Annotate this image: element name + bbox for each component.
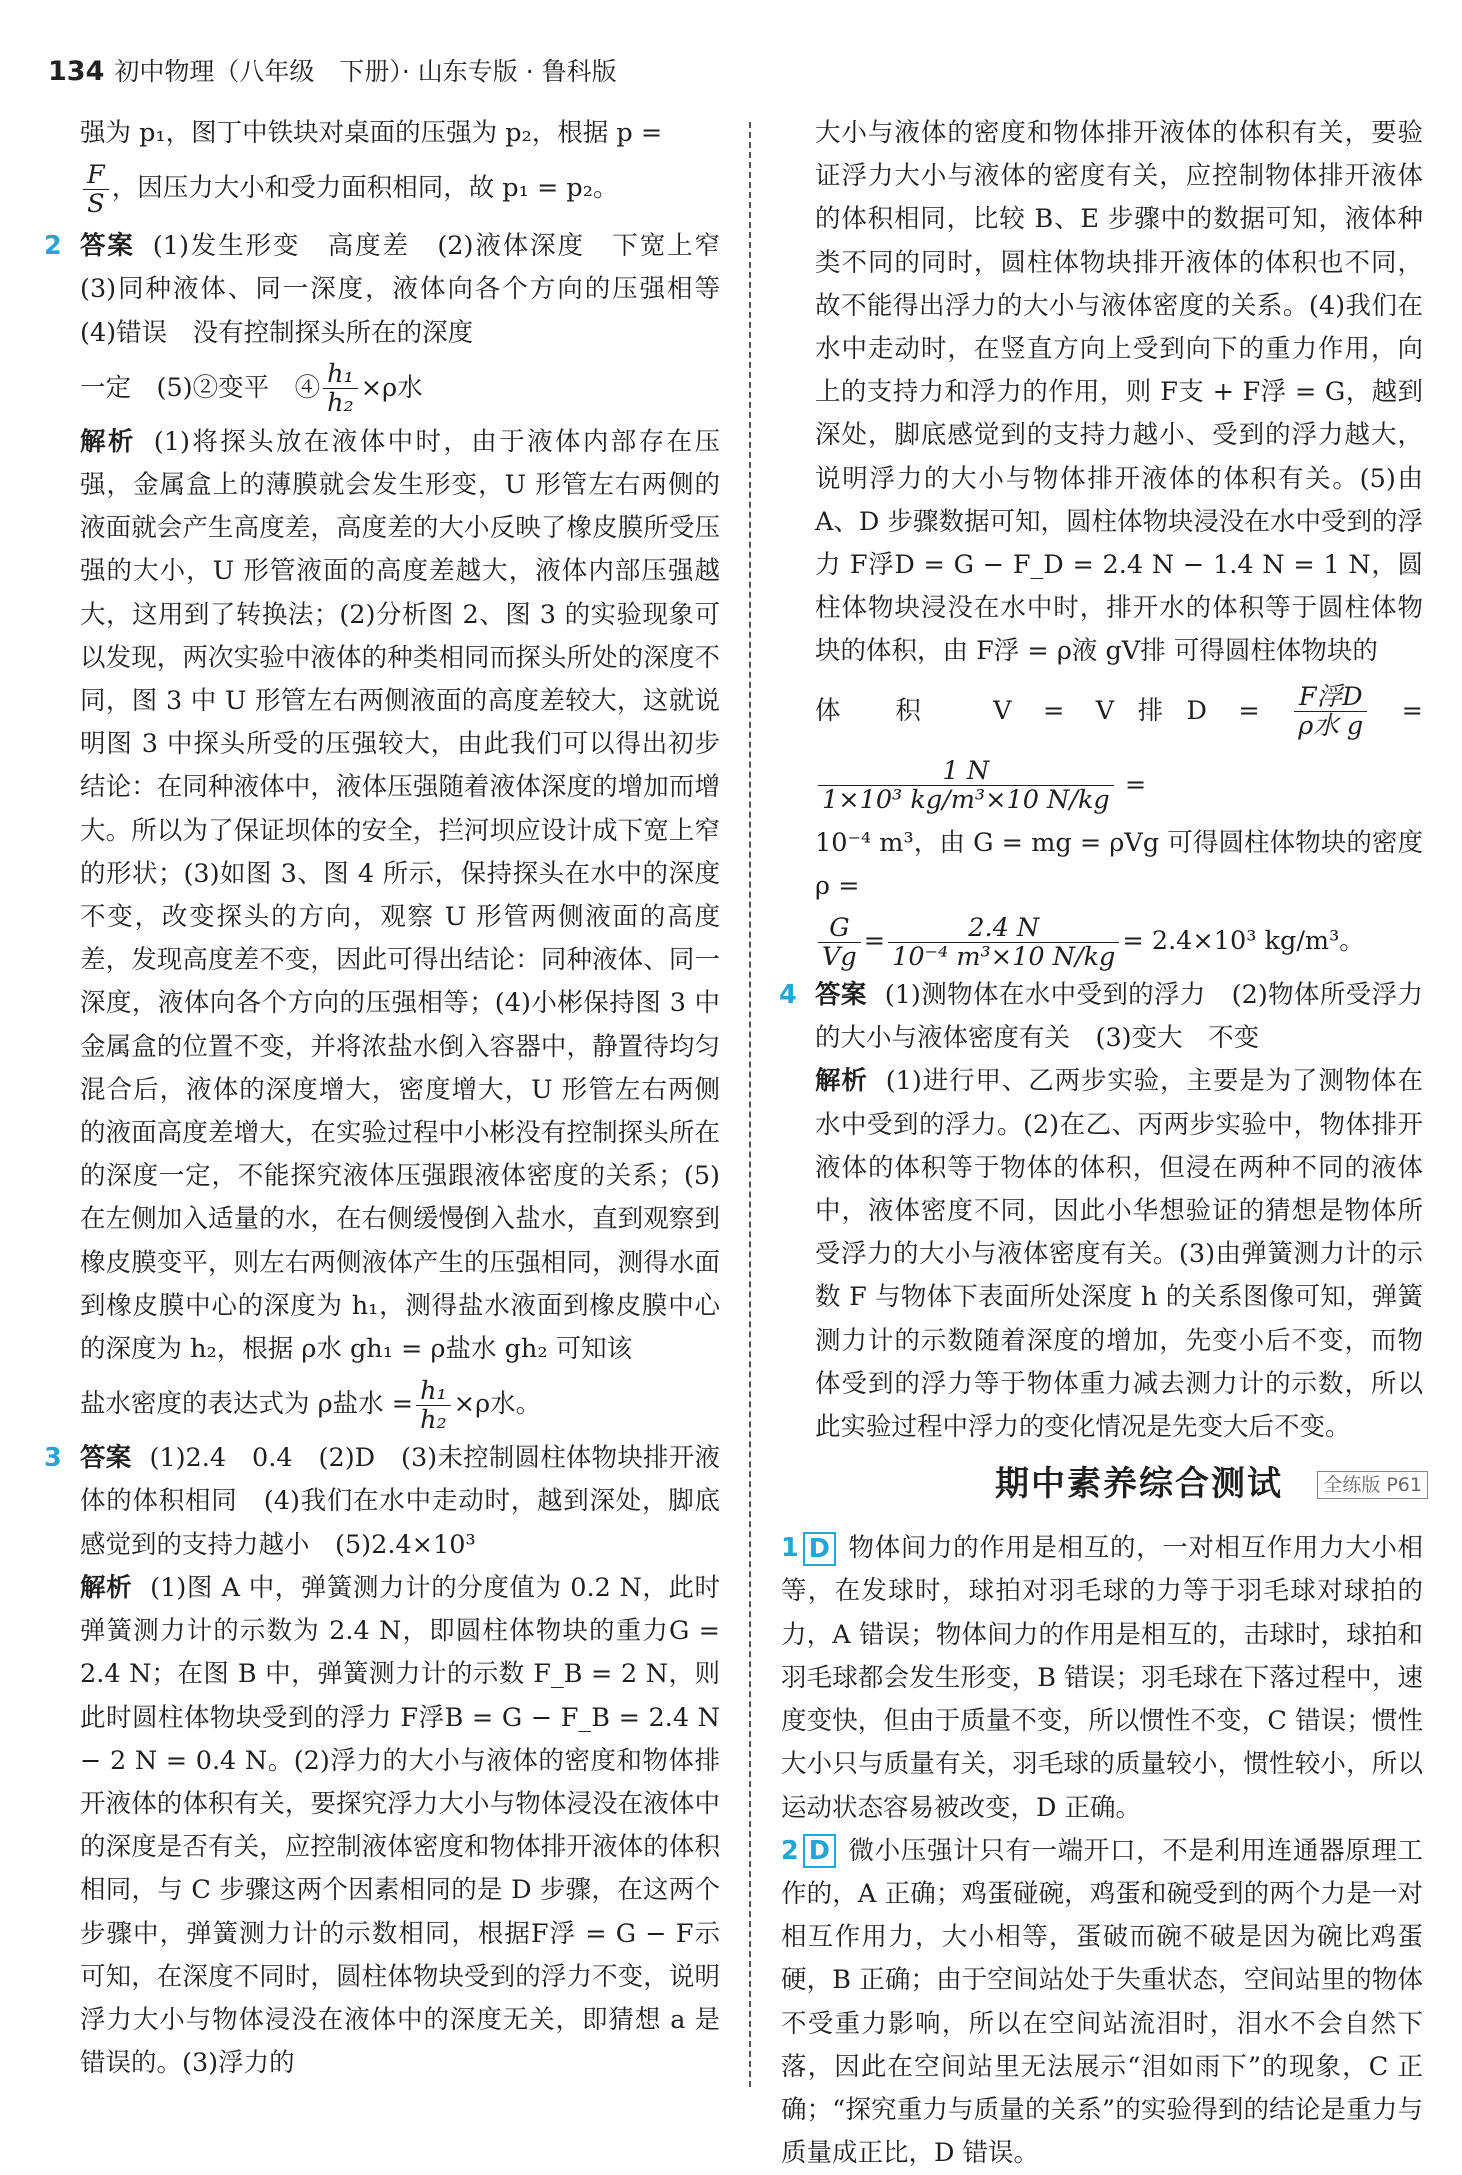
- answer-text: (1)2.4 0.4 (2)D (3)未控制圆柱体物块排开液体的体积相同 (4)我们在水中走动时，越到深处，脚底感觉到的支持力越小 (5)2.4×10³: [80, 1443, 720, 1560]
- q1-continuation: [80, 112, 720, 155]
- explanation-label: 解析: [80, 1572, 133, 1603]
- q2-answer-formula: [80, 355, 720, 421]
- explanation-end-text: 盐水密度的表达式为 ρ盐水 =: [80, 1389, 414, 1420]
- q2-explanation-end: [80, 1371, 720, 1437]
- frac-numerator: h₁: [416, 1377, 451, 1406]
- volume-fraction-2: [818, 757, 1114, 814]
- left-column: [44, 112, 746, 2085]
- q1-text-2: ，因压力大小和受力面积相同，故 p₁ = p₂。: [111, 173, 619, 204]
- answer-badge: [781, 1527, 836, 1570]
- density-fraction-2: [888, 914, 1119, 971]
- explanation-text: (1)进行甲、乙两步实验，主要是为了测物体在水中受到的浮力。(2)在乙、丙两步实验中，物体排开液体的体积等于物体的体积，但浸在两种不同的液体中，液体密度不同，因此小华想验证的猜想是物体所受浮力的大小与液体密度有关。(3)由弹簧测力计的示数 F 与物体下表面所处深度 h 的关系图像可知，弹簧测力计的示数随着深度的增加，先变小后不变，而物体受到的浮力等于物体重力减去测力计的示数，所以此实验过程中浮力的变化情况是先变大后不变。: [815, 1066, 1423, 1443]
- question-3: [44, 1437, 720, 2085]
- frac-denominator: h₂: [327, 388, 354, 419]
- density-text: 10⁻⁴ m³，由 G = mg = ρVg 可得圆柱体物块的密度 ρ =: [815, 827, 1423, 901]
- column-divider: [749, 122, 751, 2087]
- q2-explanation: [80, 421, 720, 1371]
- explanation-fraction: [416, 1377, 451, 1434]
- equals-sign: =: [1124, 769, 1147, 800]
- density-formula: $\frac{G}{Vg}$ = $\frac{2.4 N}{\text{10⁻⁴ m³×10 N/kg}}$ = 2.4×10³ kg/m³。: [815, 908, 1423, 974]
- mc-question-2: [781, 1830, 1423, 2175]
- density-line: [815, 822, 1423, 908]
- question-number: 4: [779, 980, 797, 1011]
- frac-numerator: F: [83, 161, 109, 190]
- explanation-text: 微小压强计只有一端开口，不是利用连通器原理工作的，A 正确；鸡蛋碰碗，鸡蛋和碗受到的两个力是一对相互作用力，大小相等，蛋破而碗不破是因为碗比鸡蛋硬，B 正确；由于空间站处于失重状态，空间站里的物体不受重力影响，所以在空间站流泪时，泪水不会自然下落，因此在空间站里无法展示“泪如雨下”的现象，C 正确；“探究重力与质量的关系”的实验得到的结论是重力与质量成正比，D 错误。: [781, 1835, 1423, 2169]
- equals-sign: =: [1401, 695, 1424, 726]
- explanation-label: 解析: [80, 426, 136, 457]
- q4-answer: [815, 974, 1423, 1060]
- frac-denominator: 10⁻⁴ m³×10 N/kg: [892, 941, 1116, 972]
- q3-explanation: [80, 1567, 720, 2085]
- book-title: 初中物理（八年级 下册）· 山东专版 · 鲁科版: [114, 57, 617, 86]
- explanation-text: (1)图 A 中，弹簧测力计的分度值为 0.2 N，此时弹簧测力计的示数为 2.4 N，即圆柱体物块的重力G = 2.4 N；在图 B 中，弹簧测力计的示数 F_B = 2 N，则此时圆柱体物块受到的浮力 F浮B = G − F_B = 2.4 N − 2 N = 0.4 N。(2)浮力的大小与液体的密度和物体排开液体的体积有关，要探究浮力大小与物体浸没在液体中的深度是否有关，应控制液体密度和物体排开液体的体积相同，与 C 步骤这两个因素相同的是 D 步骤，在这两个步骤中，弹簧测力计的示数相同，根据F浮 = G − F示 可知，在深度不同时，圆柱体物块受到的浮力不变，说明浮力大小与物体浸没在液体中的深度无关，即猜想 a 是错误的。(3)浮力的: [80, 1572, 720, 2079]
- answer-label: 答案: [80, 1443, 132, 1474]
- right-column: [779, 112, 1424, 2175]
- question-number: 1: [781, 1533, 799, 1564]
- volume-formula: [815, 674, 1423, 822]
- answer-choice: D: [803, 1834, 836, 1868]
- section-title: 期中素养综合测试: [995, 1464, 1283, 1505]
- formula-prefix: 体 积 V = V排D =: [815, 695, 1260, 726]
- frac-numerator: 2.4 N: [888, 914, 1119, 943]
- q1-text-1: 强为 p₁，图丁中铁块对桌面的压强为 p₂，根据 p =: [80, 118, 663, 148]
- frac-denominator: ρ水 g: [1298, 711, 1364, 742]
- question-number: 3: [44, 1443, 62, 1474]
- q3-answer: [80, 1437, 720, 1567]
- explanation-text: 物体间力的作用是相互的，一对相互作用力大小相等，在发球时，球拍对羽毛球的力等于羽毛球对球拍的力，A 错误；物体间力的作用是相互的，击球时，球拍和羽毛球都会发生形变，B 错误；羽毛球在下落过程中，速度变快，但由于质量不变，所以惯性不变，C 错误；惯性大小只与质量有关，羽毛球的质量较小，惯性较小，所以运动状态容易被改变，D 正确。: [781, 1533, 1423, 1823]
- frac-numerator: G: [818, 914, 861, 943]
- answer-label: 答案: [815, 980, 867, 1011]
- explanation-tail: ×ρ水。: [453, 1389, 542, 1420]
- answer-label: 答案: [80, 231, 135, 262]
- density-fraction-1: [818, 914, 861, 971]
- volume-fraction-1: [1294, 683, 1367, 740]
- frac-denominator: 1×10³ kg/m³×10 N/kg: [822, 785, 1110, 816]
- q3-continuation: [815, 112, 1423, 674]
- q1-formula-line: [80, 155, 720, 221]
- frac-numerator: 1 N: [818, 757, 1114, 786]
- q1-fraction: [83, 161, 109, 218]
- answer-text-2: 一定 (5)②变平 ④: [80, 372, 321, 403]
- answer-tail: ×ρ水: [360, 372, 423, 403]
- explanation-label: 解析: [815, 1066, 868, 1097]
- continuation-text: 大小与液体的密度和物体排开液体的体积有关，要验证浮力大小与液体的密度有关，应控制物体排开液体的体积相同，比较 B、E 步骤中的数据可知，液体种类不同的同时，圆柱体物块排开液体的体积也不同，故不能得出浮力的大小与液体密度的关系。(4)我们在水中走动时，在竖直方向上受到向下的重力作用，向上的支持力和浮力的作用，则 F支 + F浮 = G，越到深处，脚底感觉到的支持力越小、受到的浮力越大，说明浮力的大小与物体排开液体的体积有关。(5)由 A、D 步骤数据可知，圆柱体物块浸没在水中受到的浮力 F浮D = G − F_D = 2.4 N − 1.4 N = 1 N，圆柱体物块浸没在水中时，排开水的体积等于圆柱体物块的体积，由 F浮 = ρ液 gV排 可得圆柱体物块的: [815, 118, 1423, 667]
- frac-numerator: h₁: [323, 360, 358, 389]
- page-header: [48, 52, 617, 88]
- answer-text: (1)发生形变 高度差 (2)液体深度 下宽上窄 (3)同种液体、同一深度，液体向各个方向的压强相等 (4)错误 没有控制探头所在的深度: [80, 231, 746, 348]
- question-number: 2: [44, 231, 62, 262]
- answer-badge: [781, 1830, 836, 1873]
- frac-numerator: F浮D: [1294, 683, 1367, 712]
- question-4: [779, 974, 1423, 1449]
- answer-choice: D: [803, 1532, 836, 1566]
- q4-explanation: [815, 1060, 1423, 1449]
- density-tail: = 2.4×10³ kg/m³。: [1122, 926, 1365, 957]
- question-number: 2: [781, 1835, 799, 1866]
- answer-text: (1)测物体在水中受到的浮力 (2)物体所受浮力的大小与液体密度有关 (3)变大 不变: [815, 980, 1423, 1054]
- explanation-text: (1)将探头放在液体中时，由于液体内部存在压强，金属盒上的薄膜就会发生形变，U 形管左右两侧的液面就会产生高度差，高度差的大小反映了橡皮膜所受压强的大小，U 形管液面的高度差越大，液体内部压强越大，这用到了转换法；(2)分析图 2、图 3 的实验现象可以发现，两次实验中液体的种类相同而探头所处的深度不同，图 3 中 U 形管左右两侧液面的高度差较大，这就说明图 3 中探头所受的压强较大，由此我们可以得出初步结论：在同种液体中，液体压强随着液体深度的增加而增大。所以为了保证坝体的安全，拦河坝应设计成下宽上窄的形状；(3)如图 3、图 4 所示，保持探头在水中的深度不变，改变探头的方向，观察 U 形管两侧液面的高度差，发现高度差不变，因此可得出结论：同种液体、同一深度，液体向各个方向的压强相等；(4)小彬保持图 3 中金属盒的位置不变，并将浓盐水倒入容器中，静置待均匀混合后，液体的深度增大，密度增大，U 形管左右两侧的液面高度差增大，在实验过程中小彬没有控制探头所在的深度一定，不能探究液体压强跟液体密度的关系；(5)在左侧加入适量的水，在右侧缓慢倒入盐水，直到观察到橡皮膜变平，则左右两侧液体产生的压强相同，测得水面到橡皮膜中心的深度为 h₁，测得盐水液面到橡皮膜中心的深度为 h₂，根据 ρ水 gh₁ = ρ盐水 gh₂ 可知该: [80, 426, 720, 1365]
- section-tag: 全练版 P61: [1317, 1471, 1428, 1499]
- question-2: [44, 225, 746, 1437]
- answer-fraction: [323, 360, 358, 417]
- frac-denominator: Vg: [822, 941, 857, 972]
- q2-answer: [80, 225, 746, 355]
- frac-denominator: S: [87, 188, 105, 219]
- page-number: 134: [48, 56, 105, 87]
- frac-denominator: h₂: [420, 1404, 447, 1435]
- mc-question-1: [781, 1527, 1423, 1829]
- section-heading: [815, 1463, 1423, 1519]
